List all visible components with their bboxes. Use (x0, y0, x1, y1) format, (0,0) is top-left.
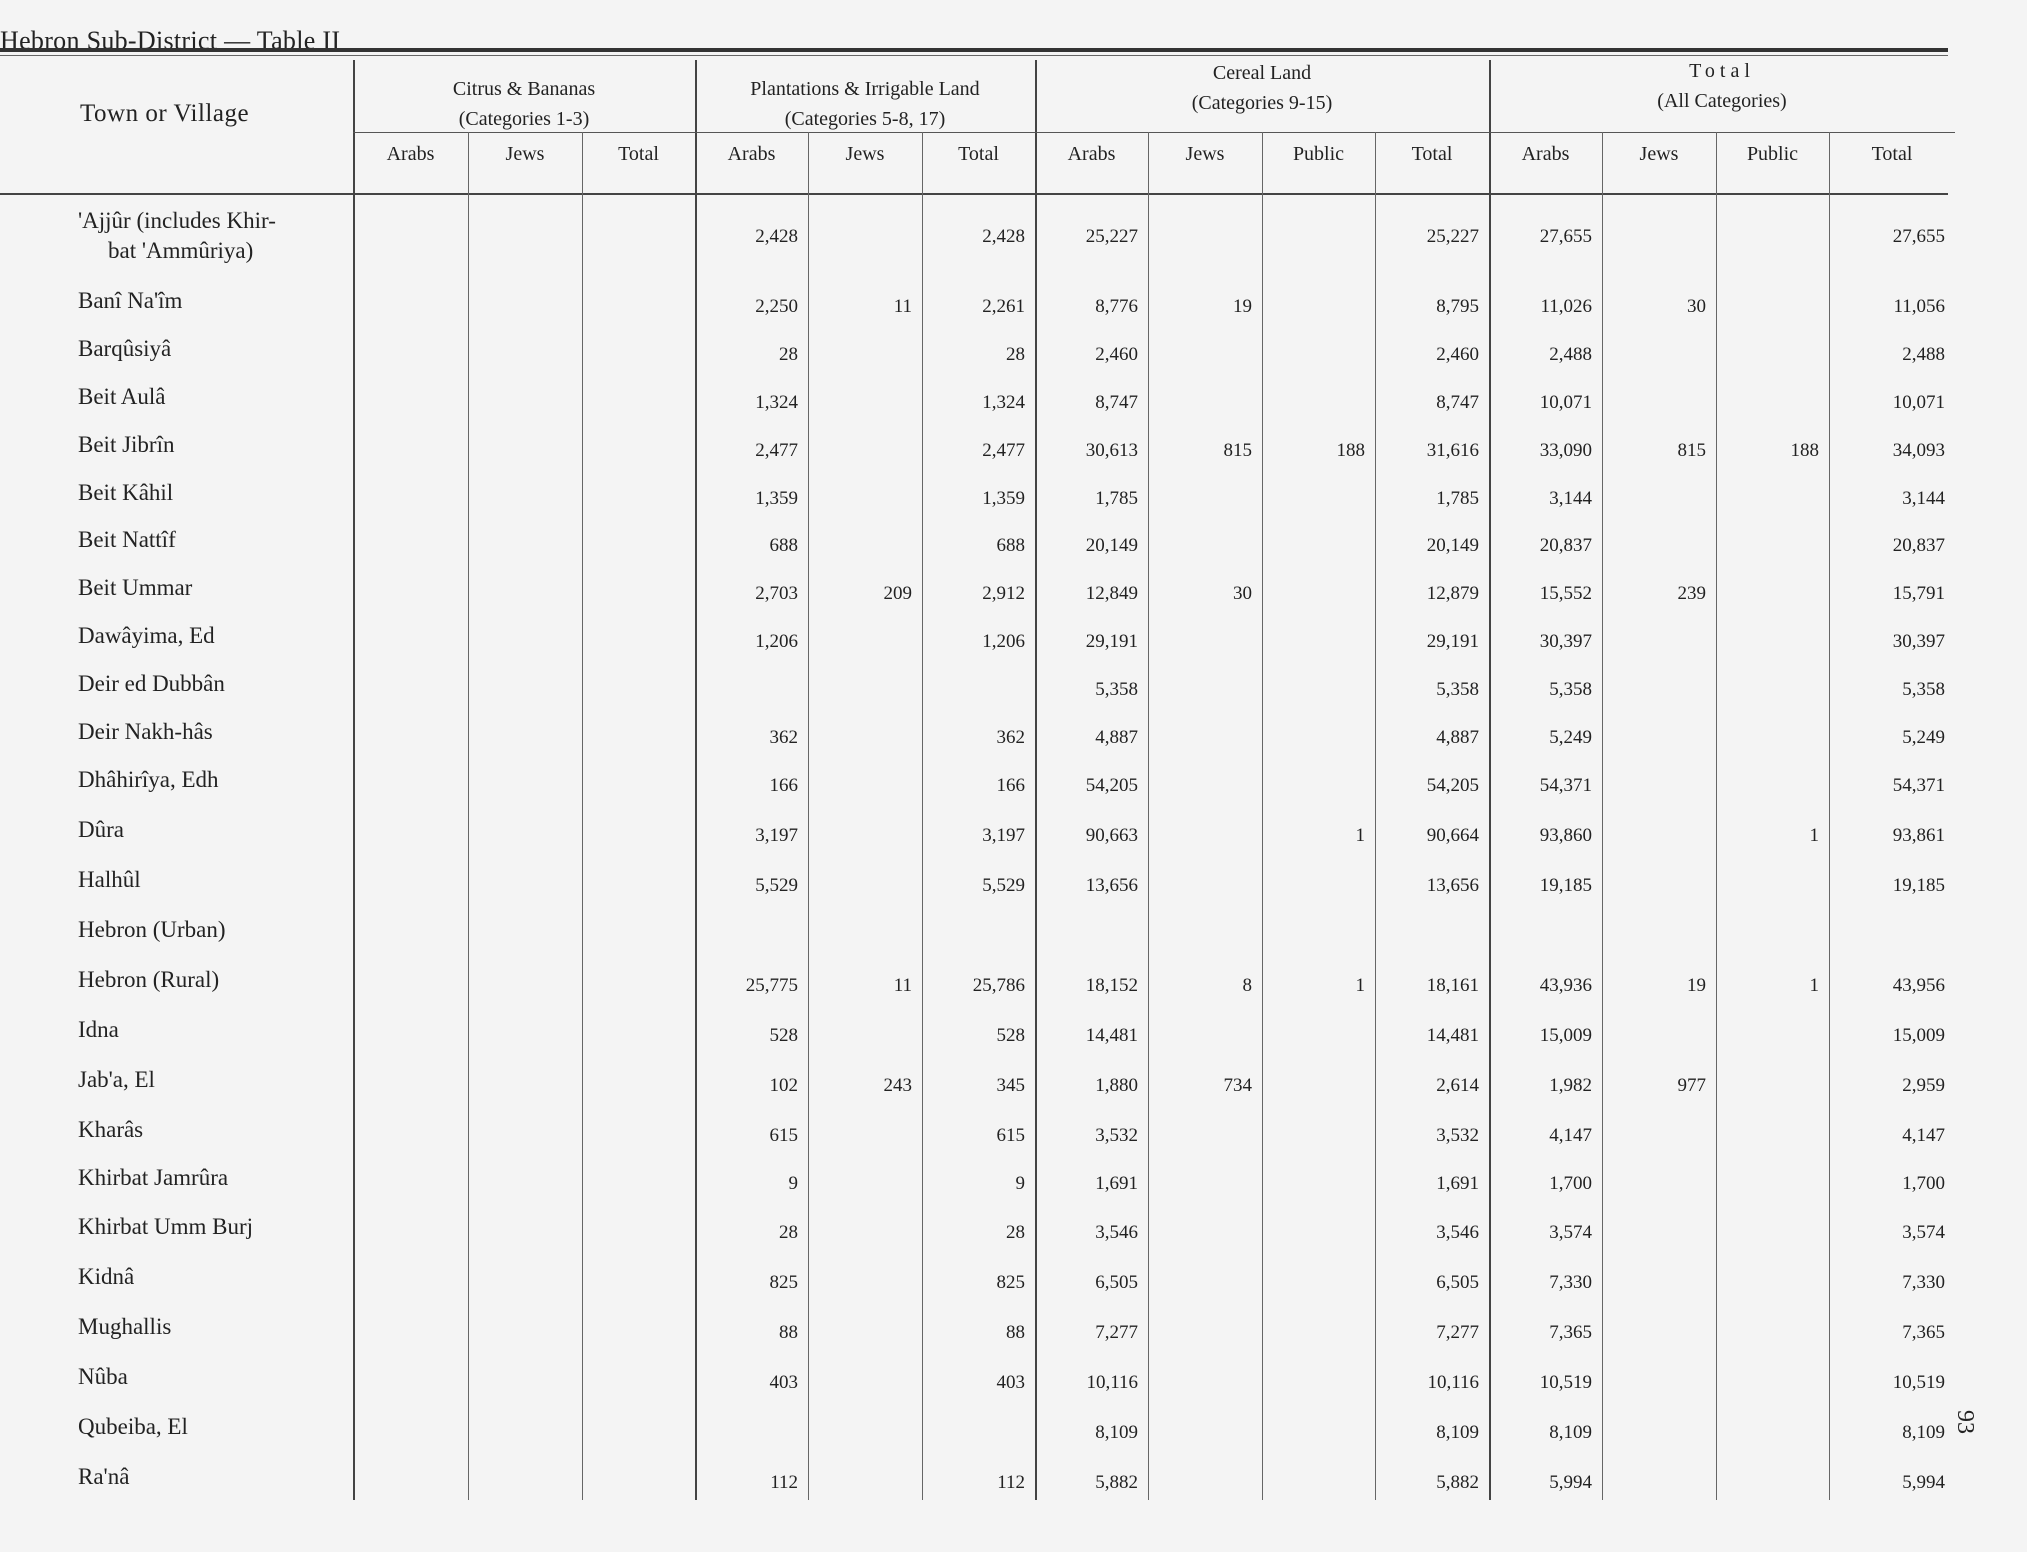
sub-column-header: Total (1411, 143, 1453, 165)
table-cell: 102 (769, 1075, 798, 1096)
table-cell: 25,227 (1085, 226, 1138, 247)
table-cell: 15,009 (1892, 1025, 1945, 1046)
row-town-name: Jab'a, El (78, 1067, 155, 1092)
table-cell: 815 (1677, 440, 1706, 461)
sub-column-header: Arabs (386, 143, 435, 165)
column-divider (1375, 132, 1376, 1500)
table-cell: 3,532 (1095, 1125, 1138, 1146)
table-cell: 188 (1336, 440, 1365, 461)
row-town-name: Ra'nâ (78, 1464, 130, 1489)
table-cell: 25,775 (745, 975, 798, 996)
table-cell: 5,358 (1095, 679, 1138, 700)
table-cell: 28 (779, 344, 798, 365)
column-divider (808, 132, 809, 1500)
sub-column-header: Jews (505, 143, 545, 165)
table-cell: 7,365 (1549, 1322, 1592, 1343)
table-cell: 14,481 (1085, 1025, 1138, 1046)
table-cell: 28 (1006, 344, 1025, 365)
group-header-categories: (Categories 1-3) (458, 108, 590, 130)
group-header-title: Citrus & Bananas (452, 78, 596, 100)
table-cell: 10,116 (1086, 1372, 1138, 1393)
row-town-name: Beit Aulâ (78, 384, 166, 409)
table-cell: 15,552 (1539, 583, 1592, 604)
table-cell: 5,529 (982, 875, 1025, 896)
table-cell: 14,481 (1426, 1025, 1479, 1046)
table-cell: 5,994 (1902, 1472, 1945, 1493)
table-cell: 12,879 (1426, 583, 1479, 604)
table-cell: 243 (883, 1075, 912, 1096)
sub-column-header: Total (1871, 143, 1913, 165)
table-cell: 615 (769, 1125, 798, 1146)
table-cell: 6,505 (1095, 1272, 1138, 1293)
row-town-name: Mughallis (78, 1314, 172, 1339)
table-cell: 1,691 (1095, 1173, 1138, 1194)
table-cell: 3,197 (755, 825, 798, 846)
column-divider (468, 132, 469, 1500)
table-cell: 2,614 (1436, 1075, 1479, 1096)
sub-column-header: Arabs (1521, 143, 1570, 165)
table-cell: 3,574 (1902, 1222, 1945, 1243)
table-cell: 2,250 (755, 296, 798, 317)
table-cell: 4,147 (1549, 1125, 1592, 1146)
table-cell: 1,206 (755, 631, 798, 652)
table-cell: 4,887 (1095, 727, 1138, 748)
row-town-name-continued: bat 'Ammûriya) (108, 238, 254, 263)
row-town-name: Deir Nakh-hâs (78, 719, 213, 744)
table-cell: 20,837 (1539, 535, 1592, 556)
row-town-name: Kharâs (78, 1117, 144, 1142)
table-cell: 1,324 (982, 392, 1025, 413)
table-cell: 1,324 (755, 392, 798, 413)
table-cell: 8,795 (1436, 296, 1479, 317)
table-cell: 88 (1006, 1322, 1025, 1343)
table-cell: 8,109 (1902, 1422, 1945, 1443)
table-cell: 1,880 (1095, 1075, 1138, 1096)
table-cell: 3,197 (982, 825, 1025, 846)
table-cell: 403 (996, 1372, 1025, 1393)
table-cell: 7,277 (1436, 1322, 1479, 1343)
table-cell: 403 (769, 1372, 798, 1393)
table-cell: 12,849 (1085, 583, 1138, 604)
table-cell: 2,460 (1095, 344, 1138, 365)
column-divider (1602, 132, 1603, 1500)
sub-column-header: Public (1292, 143, 1345, 165)
table-cell: 18,152 (1085, 975, 1138, 996)
table-cell: 1 (1809, 975, 1819, 996)
table-cell: 112 (997, 1472, 1025, 1493)
table-cell: 2,477 (982, 440, 1025, 461)
row-town-name: Kidnâ (78, 1264, 135, 1289)
table-cell: 8,109 (1549, 1422, 1592, 1443)
table-cell: 166 (769, 775, 798, 796)
table-cell: 5,358 (1549, 679, 1592, 700)
row-town-name: Qubeiba, El (78, 1414, 188, 1439)
column-divider (922, 132, 923, 1500)
table-cell: 31,616 (1426, 440, 1479, 461)
column-divider (1716, 132, 1717, 1500)
sub-column-header: Total (618, 143, 659, 165)
column-header-town: Town or Village (80, 100, 250, 127)
row-town-name: Khirbat Umm Burj (78, 1214, 254, 1239)
sub-column-header: Jews (1185, 143, 1225, 165)
sub-column-header: Jews (845, 143, 885, 165)
table-cell: 1 (1355, 825, 1365, 846)
table-cell: 7,330 (1549, 1272, 1592, 1293)
table-cell: 25,786 (972, 975, 1025, 996)
table-cell: 54,371 (1539, 775, 1592, 796)
table-cell: 8,776 (1095, 296, 1138, 317)
group-underline (353, 132, 695, 133)
column-divider (582, 132, 583, 1500)
table-cell: 615 (996, 1125, 1025, 1146)
table-cell: 54,205 (1426, 775, 1479, 796)
table-cell: 4,887 (1436, 727, 1479, 748)
table-cell: 5,994 (1549, 1472, 1592, 1493)
table-cell: 30,397 (1892, 631, 1945, 652)
group-header-title: Cereal Land (1212, 62, 1312, 84)
table-cell: 19,185 (1539, 875, 1592, 896)
table-cell: 25,227 (1426, 226, 1479, 247)
group-header-title: Total (1689, 60, 1755, 82)
table-cell: 688 (996, 535, 1025, 556)
row-town-name: Hebron (Rural) (78, 967, 220, 992)
table-cell: 20,149 (1085, 535, 1138, 556)
table-cell: 20,149 (1426, 535, 1479, 556)
table-cell: 1,700 (1902, 1173, 1945, 1194)
table-cell: 362 (996, 727, 1025, 748)
column-divider (1148, 132, 1149, 1500)
table-cell: 2,477 (755, 440, 798, 461)
table-cell: 2,428 (755, 226, 798, 247)
table-cell: 112 (770, 1472, 798, 1493)
row-town-name: Banî Na'îm (78, 288, 183, 313)
table-cell: 3,144 (1902, 488, 1945, 509)
table-cell: 30,397 (1539, 631, 1592, 652)
row-town-name: Khirbat Jamrûra (78, 1165, 229, 1190)
table-cell: 2,488 (1902, 344, 1945, 365)
table-cell: 11,026 (1540, 296, 1592, 317)
table-cell: 1,359 (982, 488, 1025, 509)
table-cell: 43,936 (1539, 975, 1592, 996)
group-header-categories: (Categories 9-15) (1191, 92, 1333, 114)
sub-column-header: Arabs (727, 143, 776, 165)
table-cell: 2,488 (1549, 344, 1592, 365)
table-cell: 11,056 (1893, 296, 1945, 317)
table-cell: 10,116 (1427, 1372, 1479, 1393)
table-cell: 1 (1809, 825, 1819, 846)
table-cell: 88 (779, 1322, 798, 1343)
table-cell: 3,546 (1095, 1222, 1138, 1243)
table-cell: 30,613 (1085, 440, 1138, 461)
row-town-name: Beit Jibrîn (78, 432, 175, 457)
row-town-name: Beit Kâhil (78, 480, 174, 505)
table-cell: 10,519 (1539, 1372, 1592, 1393)
table-cell: 7,330 (1902, 1272, 1945, 1293)
table-cell: 7,365 (1902, 1322, 1945, 1343)
table-cell: 2,460 (1436, 344, 1479, 365)
table-cell: 2,703 (755, 583, 798, 604)
table-cell: 2,959 (1902, 1075, 1945, 1096)
table-cell: 20,837 (1892, 535, 1945, 556)
table-cell: 1,691 (1436, 1173, 1479, 1194)
table-cell: 9 (788, 1173, 798, 1194)
table-cell: 3,546 (1436, 1222, 1479, 1243)
row-town-name: Dawâyima, Ed (78, 623, 215, 648)
table-cell: 1 (1355, 975, 1365, 996)
table-cell: 5,882 (1436, 1472, 1479, 1493)
table-cell: 8,109 (1095, 1422, 1138, 1443)
table-cell: 15,009 (1539, 1025, 1592, 1046)
table-cell: 29,191 (1426, 631, 1479, 652)
group-header (1489, 56, 1955, 116)
table-cell: 528 (769, 1025, 798, 1046)
top-rule (0, 48, 1948, 52)
table-cell: 28 (779, 1222, 798, 1243)
table-cell: 1,982 (1549, 1075, 1592, 1096)
table-cell: 5,249 (1549, 727, 1592, 748)
table-cell: 54,205 (1085, 775, 1138, 796)
table-cell: 8,747 (1095, 392, 1138, 413)
table-cell: 13,656 (1085, 875, 1138, 896)
table-cell: 11 (893, 975, 912, 996)
table-cell: 815 (1223, 440, 1252, 461)
table-cell: 1,206 (982, 631, 1025, 652)
table-cell: 27,655 (1539, 226, 1592, 247)
table-cell: 90,663 (1085, 825, 1138, 846)
table-cell: 2,428 (982, 226, 1025, 247)
table-cell: 5,358 (1436, 679, 1479, 700)
table-cell: 239 (1677, 583, 1706, 604)
table-cell: 1,700 (1549, 1173, 1592, 1194)
row-town-name: Dûra (78, 817, 124, 842)
table-cell: 5,358 (1902, 679, 1945, 700)
table-cell: 54,371 (1892, 775, 1945, 796)
row-town-name: Dhâhirîya, Edh (78, 767, 219, 792)
table-cell: 362 (769, 727, 798, 748)
row-town-name: Beit Nattîf (78, 527, 176, 552)
table-cell: 19,185 (1892, 875, 1945, 896)
table-cell: 188 (1790, 440, 1819, 461)
table-cell: 1,785 (1436, 488, 1479, 509)
table-cell: 2,912 (982, 583, 1025, 604)
table-cell: 3,144 (1549, 488, 1592, 509)
table-cell: 734 (1223, 1075, 1252, 1096)
group-header-title: Plantations & Irrigable Land (750, 78, 980, 100)
table-cell: 9 (1015, 1173, 1025, 1194)
sub-column-header: Jews (1639, 143, 1679, 165)
table-cell: 11 (893, 296, 912, 317)
table-cell: 209 (883, 583, 912, 604)
table-cell: 3,532 (1436, 1125, 1479, 1146)
table-cell: 93,861 (1892, 825, 1945, 846)
sub-column-header: Arabs (1067, 143, 1116, 165)
table-cell: 2,261 (982, 296, 1025, 317)
table-cell: 29,191 (1085, 631, 1138, 652)
table-cell: 28 (1006, 1222, 1025, 1243)
group-header (1035, 58, 1489, 118)
header-rule (0, 193, 1948, 195)
table-cell: 7,277 (1095, 1322, 1138, 1343)
table-cell: 33,090 (1539, 440, 1592, 461)
column-divider (1262, 132, 1263, 1500)
table-cell: 825 (996, 1272, 1025, 1293)
row-town-name: Nûba (78, 1364, 128, 1389)
table-cell: 10,519 (1892, 1372, 1945, 1393)
table-cell: 345 (996, 1075, 1025, 1096)
table-cell: 8,109 (1436, 1422, 1479, 1443)
table-cell: 6,505 (1436, 1272, 1479, 1293)
table-cell: 1,785 (1095, 488, 1138, 509)
group-header-categories: (All Categories) (1657, 90, 1787, 112)
table-cell: 18,161 (1426, 975, 1479, 996)
table-cell: 34,093 (1892, 440, 1945, 461)
row-town-name: Deir ed Dubbân (78, 671, 225, 696)
table-cell: 5,249 (1902, 727, 1945, 748)
table-cell: 27,655 (1892, 226, 1945, 247)
group-underline (695, 132, 1035, 133)
table-cell: 3,574 (1549, 1222, 1592, 1243)
table-cell: 13,656 (1426, 875, 1479, 896)
table-cell: 528 (996, 1025, 1025, 1046)
table-cell: 19 (1687, 975, 1706, 996)
table-cell: 30 (1687, 296, 1706, 317)
table-cell: 977 (1677, 1075, 1706, 1096)
table-cell: 825 (769, 1272, 798, 1293)
column-divider (1829, 132, 1830, 1500)
table-cell: 688 (769, 535, 798, 556)
table-cell: 5,882 (1095, 1472, 1138, 1493)
group-underline (1489, 132, 1955, 133)
sub-column-header: Public (1746, 143, 1799, 165)
table-cell: 8,747 (1436, 392, 1479, 413)
table-cell: 5,529 (755, 875, 798, 896)
row-town-name: Beit Ummar (78, 575, 193, 600)
row-town-name: 'Ajjûr (includes Khir- (78, 208, 276, 233)
column-divider (353, 60, 355, 1500)
group-header (695, 74, 1035, 134)
group-header-categories: (Categories 5-8, 17) (784, 108, 946, 130)
page-number: 93 (1952, 1410, 1978, 1434)
table-cell: 90,664 (1426, 825, 1479, 846)
table-cell: 93,860 (1539, 825, 1592, 846)
table-cell: 166 (996, 775, 1025, 796)
row-town-name: Idna (78, 1017, 119, 1042)
table-cell: 4,147 (1902, 1125, 1945, 1146)
table-title: Hebron Sub-District — Table II (0, 26, 341, 55)
table-cell: 15,791 (1892, 583, 1945, 604)
row-town-name: Hebron (Urban) (78, 917, 226, 942)
group-header (353, 74, 695, 134)
table-cell: 10,071 (1892, 392, 1945, 413)
row-town-name: Barqûsiyâ (78, 336, 172, 361)
row-town-name: Halhûl (78, 867, 141, 892)
table-cell: 1,359 (755, 488, 798, 509)
table-cell: 19 (1233, 296, 1252, 317)
sub-column-header: Total (958, 143, 999, 165)
table-cell: 30 (1233, 583, 1252, 604)
table-cell: 10,071 (1539, 392, 1592, 413)
table-cell: 43,956 (1892, 975, 1945, 996)
table-cell: 8 (1242, 975, 1252, 996)
